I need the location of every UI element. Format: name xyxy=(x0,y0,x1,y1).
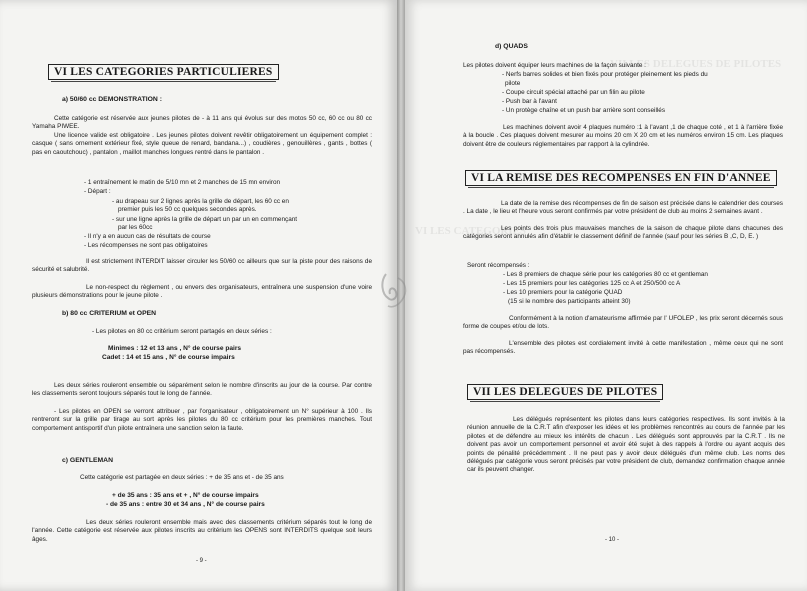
c-intro: Cette catégorie est partagée en deux séries : + de 35 ans et - de 35 ans xyxy=(80,474,284,481)
list-item: (15 si le nombre des participants atteint 30) xyxy=(508,298,631,305)
subsection-d-title: d) QUADS xyxy=(495,43,528,50)
paragraph-r-1: La date de la remise des récompenses de fin de saison est précisée dans le calendrier des courses . La date , le lieu et l'heure vous seront confirmés par votre président de club au moins 2 semaines avant . xyxy=(463,200,783,216)
b-intro: - Les pilotes en 80 cc critérium seront partagés en deux séries : xyxy=(92,328,272,335)
d-intro: Les pilotes doivent équiper leurs machines de la façon suivante : xyxy=(463,62,646,69)
list-item: - 1 entraînement le matin de 5/10 mn et 2 manches de 15 mn environ xyxy=(84,179,281,186)
list-item: - au drapeau sur 2 lignes après la grille de départ, les 60 cc en xyxy=(112,198,289,205)
section-title-categories: VI LES CATEGORIES PARTICULIERES xyxy=(48,64,279,80)
list-item: - Les 10 premiers pour la catégorie QUAD xyxy=(503,289,623,296)
paragraph-b-1: Les deux séries rouleront ensemble ou séparément selon le nombre d'inscrits au jour de la course. Par contre les classements seront toujours séparés tout le long de l'année. xyxy=(32,382,372,398)
paragraph-d: Les machines doivent avoir 4 plaques numéro :1 à l'avant ,1 de chaque coté , et 1 à l'arrière fixée à la boucle . Ces plaques doivent mesurer au moins 20 cm X 20 cm et les numéros environ 15 cm. Les plaques doivent être de couleurs réglementaires par rapport à la cylindrée. xyxy=(463,124,783,148)
paragraph-c-1: Les deux séries rouleront ensemble mais avec des classements critérium séparés tout le long de l'année. Cette catégorie est réservée aux pilotes inscrits au critérium les OPENS sont INTERDITS quelque soit leurs âges. xyxy=(32,519,372,543)
subsection-b-title: b) 80 cc CRITERIUM et OPEN xyxy=(62,310,157,317)
paragraph-delegues: Les délégués représentent les pilotes dans leurs catégories respectives. Ils sont invités à la réunion annuelle de la C.R.T afin d'exposer les idées et les problèmes rencontrés au cours de l'année par les pilotes et de défendre au mieux les intérêts de chacun . Les délégués sont approuvés par la C.R.T . Ils ne doivent pas avoir un comportement personnel et avoir été sujet à des rappels à l'ordre ou ayant acquis des points de pénalité précédemment . Il ne peut pas y avoir deux délégués d'un même club. Les noms des délégués par catégorie vous seront précisés par votre président de club, demandez confirmation chaque année car ils peuvent changer. xyxy=(467,416,785,474)
paragraph-b-2: - Les pilotes en OPEN se verront attribuer , par l'organisateur , obligatoirement un N° supérieur à 100 . Ils rentreront sur la grille par tirage au sort après les pilotes du 80 cc critérium pour les premières manches. Tout comportement antisportif d'un pilote entraînera une sanction selon la faute. xyxy=(32,408,372,432)
b-category-minimes: Minimes : 12 et 13 ans , N° de course pairs xyxy=(108,345,242,352)
left-page xyxy=(0,0,397,591)
list-item: - Il n'y a en aucun cas de résultats de course xyxy=(84,233,211,240)
list-item: pilote xyxy=(505,80,521,87)
list-item: - Un protège chaîne et un push bar arrière sont conseillés xyxy=(502,107,666,114)
list-item: par les 60cc xyxy=(118,224,153,231)
c-category-under-35: - de 35 ans : entre 30 et 34 ans , N° de course pairs xyxy=(106,501,265,508)
list-item: - Les 15 premiers pour les catégories 125 cc A et 250/500 cc A xyxy=(503,280,681,287)
section-title-recompenses: VI LA REMISE DES RECOMPENSES EN FIN D'ANNEE xyxy=(465,170,777,186)
paragraph-r-3: Conformément à la notion d'amateurisme affirmée par l' UFOLEP , les prix seront décernés sous forme de coupes et/ou de lots. xyxy=(463,315,783,331)
list-item: - Les 8 premiers de chaque série pour les catégories 80 cc et gentleman xyxy=(503,271,708,278)
paragraph-a-1: Cette catégorie est réservée aux jeunes pilotes de - à 11 ans qui évolus sur des motos 50 cc, 60 cc ou 80 cc Yamaha PIWEE. xyxy=(32,115,372,131)
right-page xyxy=(405,0,807,591)
paragraph-a-4: Le non-respect du règlement , ou envers des organisateurs, entraînera une suspension d'une voire plusieurs démonstrations pour le jeune pilote . xyxy=(32,284,372,300)
list-item: - Départ : xyxy=(84,188,111,195)
awards-list-title: Seront récompensés : xyxy=(467,262,530,269)
paragraph-a-2: Une licence valide est obligatoire . Les jeunes pilotes doivent revêtir obligatoirement un équipement complet : casque ( sans ornement extérieur fixé, style queue de renard, bandana...) , coudières , genouillères , gants , bottes ( pas en caoutchouc) , pantalon , maillot manches longues rentré dans le pantalon . xyxy=(32,132,372,156)
page-number: - 9 - xyxy=(196,558,207,564)
list-item: - Push bar à l'avant xyxy=(502,98,557,105)
list-item: - Les récompenses ne sont pas obligatoires xyxy=(84,242,208,249)
list-item: - sur une ligne après la grille de départ un par un en commençant xyxy=(112,216,298,223)
b-category-cadet: Cadet : 14 et 15 ans , N° de course impairs xyxy=(102,354,235,361)
paragraph-r-2: Les points des trois plus mauvaises manches de la saison de chaque pilote dans chacunes des catégories seront annulés afin d'établir le classement définif de l'année (sauf pour les séries B ,C, D, E. ) xyxy=(463,225,783,241)
binding-stamp-mark xyxy=(378,268,412,312)
subsection-c-title: c) GENTLEMAN xyxy=(62,457,113,464)
page-number: - 10 - xyxy=(605,537,620,543)
list-item: - Coupe circuit spécial attaché par un filin au pilote xyxy=(502,89,645,96)
bleed-through-text: VII LES DELEGUES DE PILOTES xyxy=(610,58,782,70)
list-item: premier puis les 50 cc quelques secondes après. xyxy=(118,206,257,213)
paragraph-r-4: L'ensemble des pilotes est cordialement invité à cette manifestation , même ceux qui ne sont pas récompensés. xyxy=(463,340,783,356)
section-title-delegues: VII LES DELEGUES DE PILOTES xyxy=(467,384,663,400)
paragraph-a-3: Il est strictement INTERDIT laisser circuler les 50/60 cc ailleurs que sur la piste pour des raisons de sécurité et salubrité. xyxy=(32,258,372,274)
subsection-a-title: a) 50/60 cc DEMONSTRATION : xyxy=(62,96,162,103)
bleed-through-text: VI LES CATEGORIES xyxy=(415,225,527,237)
list-item: - Nerfs barres solides et bien fixés pour protéger pleinement les pieds du xyxy=(502,71,708,78)
c-category-over-35: + de 35 ans : 35 ans et + , N° de course impairs xyxy=(112,492,259,499)
